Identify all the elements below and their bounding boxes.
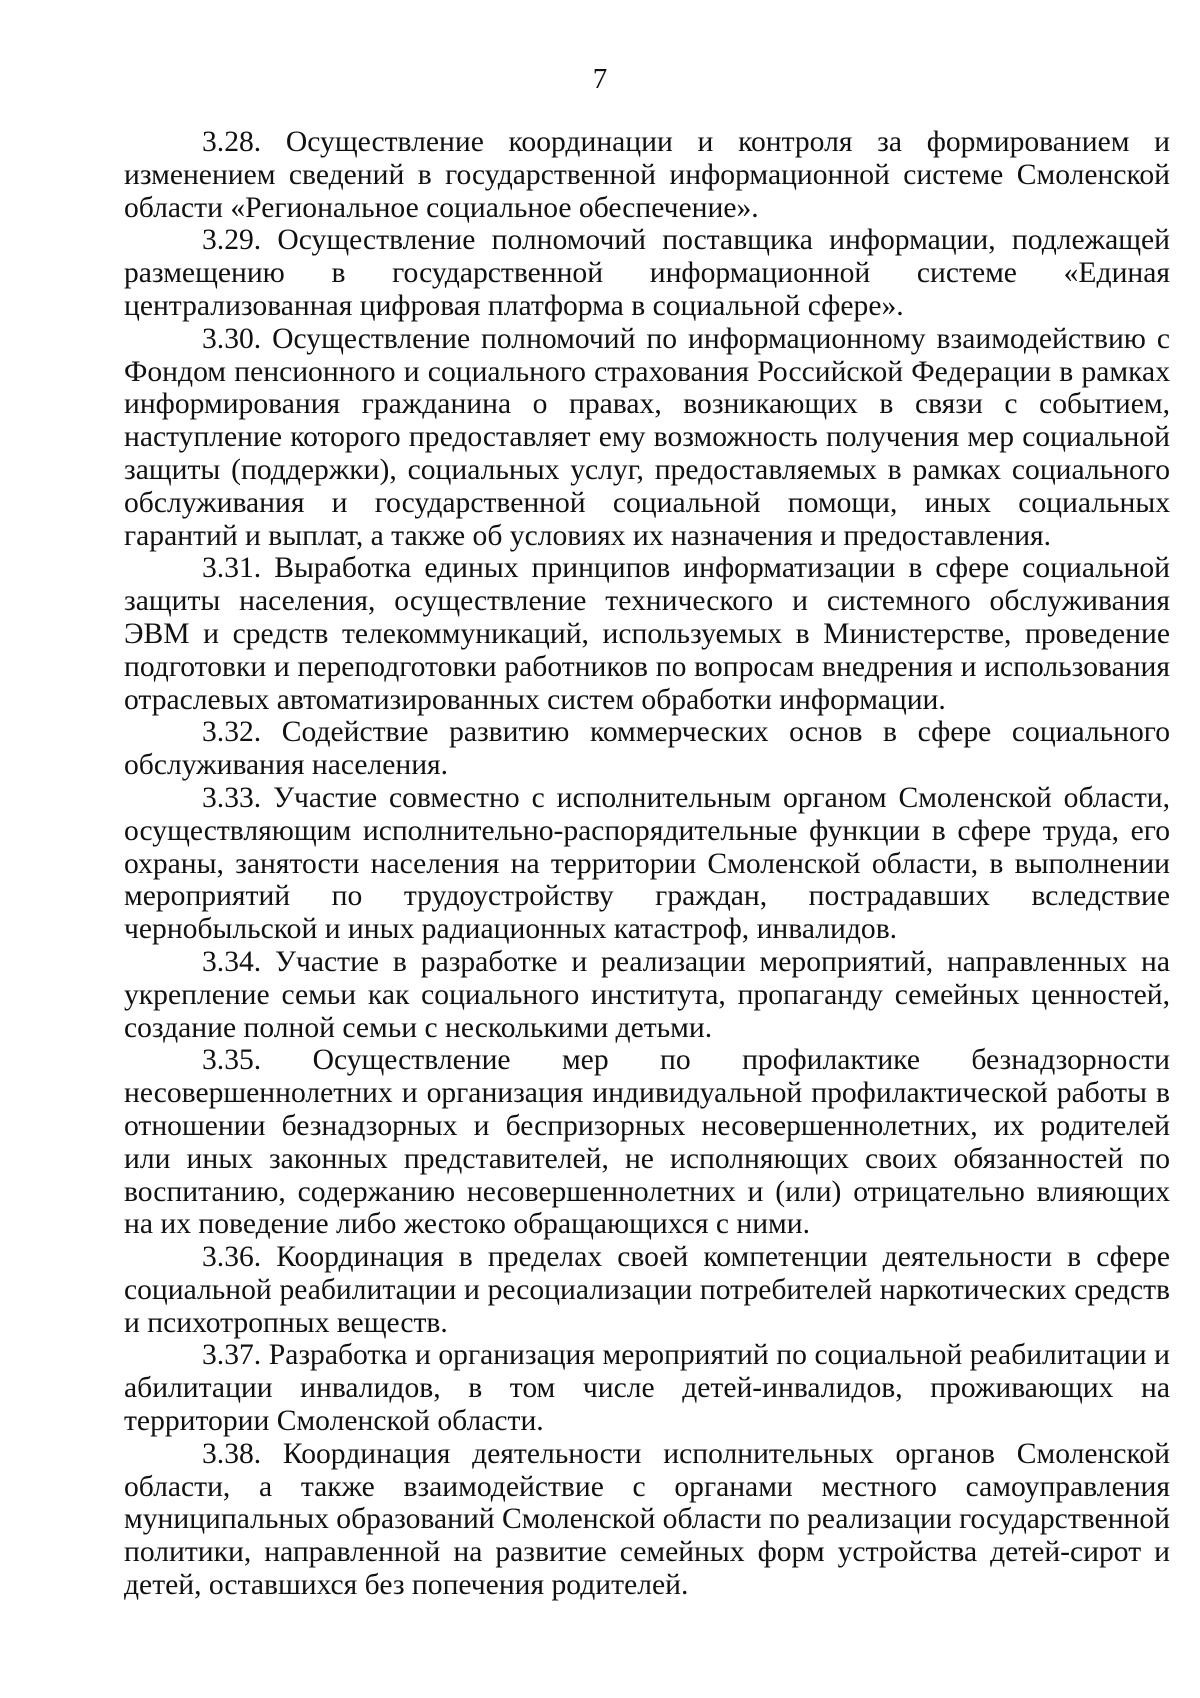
paragraph-3-31: 3.31. Выработка единых принципов информатизации в сфере социальной защиты населения, осуществление технического и системного обслуживания ЭВМ и средств телекоммуникаций, используемых в Министерстве, проведение подготовки и переподготовки работников по вопросам внедрения и использования отраслевых автоматизированных систем обработки информации. bbox=[124, 552, 1170, 716]
paragraph-3-28: 3.28. Осуществление координации и контроля за формированием и изменением сведений в государственной информационной системе Смоленской области «Региональное социальное обеспечение». bbox=[124, 126, 1170, 224]
paragraph-3-35: 3.35. Осуществление мер по профилактике безнадзорности несовершеннолетних и организация индивидуальной профилактической работы в отношении безнадзорных и беспризорных несовершеннолетних, их родителей или иных законных представителей, не исполняющих своих обязанностей по воспитанию, содержанию несовершеннолетних и (или) отрицательно влияющих на их поведение либо жестоко обращающихся с ними. bbox=[124, 1044, 1170, 1241]
paragraph-3-34: 3.34. Участие в разработке и реализации мероприятий, направленных на укрепление семьи как социального института, пропаганду семейных ценностей, создание полной семьи с несколькими детьми. bbox=[124, 945, 1170, 1044]
page-number: 7 bbox=[592, 63, 608, 95]
document-body bbox=[124, 126, 1170, 1602]
paragraph-3-37: 3.37. Разработка и организация мероприятий по социальной реабилитации и абилитации инвалидов, в том числе детей-инвалидов, проживающих на территории Смоленской области. bbox=[124, 1339, 1170, 1438]
paragraph-3-33: 3.33. Участие совместно с исполнительным органом Смоленской области, осуществляющим исполнительно-распорядительные функции в сфере труда, его охраны, занятости населения на территории Смоленской области, в выполнении мероприятий по трудоустройству граждан, пострадавших вследствие чернобыльской и иных радиационных катастроф, инвалидов. bbox=[124, 781, 1170, 946]
paragraph-3-30: 3.30. Осуществление полномочий по информационному взаимодействию с Фондом пенсионного и социального страхования Российской Федерации в рамках информирования гражданина о правах, возникающих в связи с событием, наступление которого предоставляет ему возможность получения мер социальной защиты (поддержки), социальных услуг, предоставляемых в рамках социального обслуживания и государственной социальной помощи, иных социальных гарантий и выплат, а также об условиях их назначения и предоставления. bbox=[124, 322, 1170, 552]
paragraph-3-32: 3.32. Содействие развитию коммерческих основ в сфере социального обслуживания населения. bbox=[124, 716, 1170, 782]
paragraph-3-29: 3.29. Осуществление полномочий поставщика информации, подлежащей размещению в государственной информационной системе «Единая централизованная цифровая платформа в социальной сфере». bbox=[124, 224, 1170, 322]
paragraph-3-36: 3.36. Координация в пределах своей компетенции деятельности в сфере социальной реабилитации и ресоциализации потребителей наркотических средств и психотропных веществ. bbox=[124, 1241, 1170, 1339]
paragraph-3-38: 3.38. Координация деятельности исполнительных органов Смоленской области, а также взаимодействие с органами местного самоуправления муниципальных образований Смоленской области по реализации государственной политики, направленной на развитие семейных форм устройства детей-сирот и детей, оставшихся без попечения родителей. bbox=[124, 1437, 1170, 1602]
